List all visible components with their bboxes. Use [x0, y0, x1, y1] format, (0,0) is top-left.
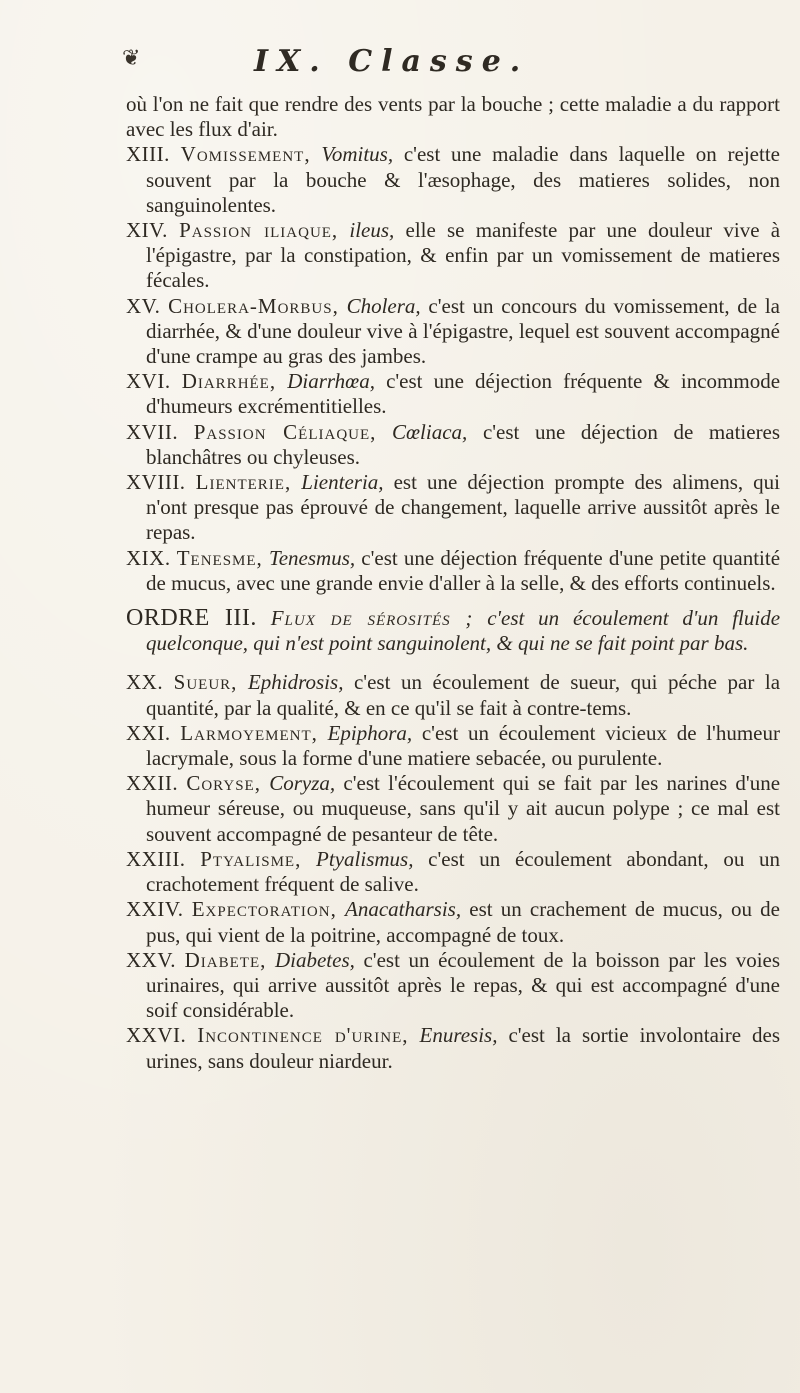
entry-term: Passion iliaque,	[179, 218, 339, 243]
entry-term: Expectoration,	[191, 897, 337, 922]
entry-number: XIII.	[126, 142, 170, 167]
entry-number: XVII.	[126, 419, 179, 444]
entry-number: XIX.	[126, 545, 171, 570]
entry	[126, 847, 780, 897]
entry	[126, 721, 780, 771]
entry	[126, 294, 780, 370]
entry-definition: c'est un écoulement de sueur, qui péche par la quantité, par la qualité, & en ce qu'il se fait à contre-tems.	[146, 670, 781, 720]
entry-term: Passion Céliaque,	[193, 419, 377, 444]
entry-definition: c'est une déjection de matieres blanchâtres ou chyleuses.	[146, 419, 781, 469]
order-description: c'est un écoulement d'un fluide quelconque, qui n'est point sanguinolent, & qui ne se fait point par bas.	[146, 606, 781, 656]
entry	[126, 470, 780, 546]
entry	[126, 948, 780, 1024]
entry-definition: c'est une déjection fréquente d'une petite quantité de mucus, avec une grande envie d'aller à la selle, & des efforts continuels.	[146, 545, 781, 595]
entry-term: Diabete,	[184, 947, 267, 972]
page-title: IX. Classe.	[254, 44, 530, 79]
entry-number: XXVI.	[126, 1023, 187, 1048]
entry-term: Ptyalisme,	[200, 846, 302, 871]
entry-latin-name: Ephidrosis,	[247, 670, 344, 695]
order-label: ORDRE III.	[126, 605, 257, 632]
entry-latin-name: Ptyalismus,	[316, 846, 414, 871]
entry-latin-name: Vomitus,	[321, 142, 394, 167]
entry-definition: est une déjection prompte des alimens, qui n'ont presque pas éprouvé de changement, laquelle arrive aussitôt après le repas.	[146, 470, 781, 545]
entry-latin-name: Diarrhœa,	[287, 369, 375, 394]
entry-definition: c'est l'écoulement qui se fait par les narines d'une humeur séreuse, ou muqueuse, sans qu'il y ait aucun polype ; ce mal est souvent accompagné de pesanteur de tête.	[146, 771, 781, 846]
entry-definition: c'est un écoulement abondant, ou un crachotement fréquent de salive.	[146, 846, 781, 897]
entry-number: XXIII.	[126, 846, 186, 871]
entry-definition: c'est une maladie dans laquelle on rejette souvent par la bouche & l'æsophage, des matieres solides, non sanguinolentes.	[146, 142, 780, 217]
entry-definition: est un crachement de mucus, ou de pus, qui vient de la poitrine, accompagné de toux.	[146, 897, 780, 947]
entry-number: XXII.	[126, 771, 179, 796]
entry	[126, 142, 780, 218]
entry	[126, 369, 780, 419]
entry	[126, 1023, 780, 1073]
entry-term: Sueur,	[173, 670, 238, 695]
entry-number: XV.	[126, 293, 161, 318]
entries-list-b	[126, 670, 780, 1073]
entry-number: XVIII.	[126, 470, 186, 495]
entry-definition: c'est un concours du vomissement, de la diarrhée, & d'une douleur vive à l'épigastre, lequel est souvent accompagné d'une crampe au gras des jambes.	[146, 293, 780, 369]
entry-number: XVI.	[126, 369, 171, 394]
entry-term: Coryse,	[186, 771, 261, 796]
fleuron-icon: ❦	[122, 46, 141, 71]
entry-latin-name: Diabetes,	[274, 947, 355, 972]
entry-term: Vomissement,	[180, 142, 311, 167]
entry-number: XXI.	[126, 720, 171, 745]
order-heading	[126, 606, 780, 656]
entry-latin-name: ileus,	[349, 218, 395, 243]
entry-definition: c'est un écoulement de la boisson par les voies urinaires, qui arrive aussitôt après le repas, & qui est accompagné d'une soif considérable.	[146, 947, 781, 1023]
entry-definition: c'est la sortie involontaire des urines, sans douleur niardeur.	[146, 1023, 781, 1073]
entry-latin-name: Coryza,	[269, 771, 336, 796]
entry	[126, 546, 780, 596]
entry	[126, 897, 780, 947]
entry-term: Larmoyement,	[180, 720, 318, 745]
entry-number: XX.	[126, 670, 164, 695]
entry-definition: c'est un écoulement vicieux de l'humeur lacrymale, sous la forme d'une matiere sebacée, ou purulente.	[146, 720, 780, 771]
entries-list-a	[126, 142, 780, 596]
entry	[126, 771, 780, 847]
entry	[126, 420, 780, 470]
entry-term: Cholera-Morbus,	[168, 293, 339, 318]
entry-term: Tenesme,	[176, 545, 263, 570]
entry-number: XXIV.	[126, 897, 184, 922]
entry-term: Lienterie,	[195, 470, 292, 495]
entry-term: Diarrhée,	[181, 369, 277, 394]
entry	[126, 670, 780, 720]
entry-latin-name: Epiphora,	[327, 720, 413, 745]
entry-latin-name: Tenesmus,	[268, 545, 356, 570]
entry-definition: c'est une déjection fréquente & incommode d'humeurs excrémentitielles.	[146, 369, 781, 419]
entry-number: XXV.	[126, 947, 177, 972]
entry-latin-name: Enuresis,	[419, 1023, 498, 1048]
page-header	[0, 44, 800, 84]
entry-latin-name: Cholera,	[346, 293, 421, 318]
entry	[126, 218, 780, 294]
entry-term: Incontinence d'urine,	[197, 1023, 409, 1048]
entry-number: XIV.	[126, 218, 168, 243]
entry-latin-name: Anacatharsis,	[345, 897, 462, 922]
continuation-text: où l'on ne fait que rendre des vents par la bouche ; cette maladie a du rapport avec les flux d'air.	[126, 92, 780, 142]
entry-definition: elle se manifeste par une douleur vive à l'épigastre, par la constipation, & enfin par un vomissement de matieres fécales.	[146, 218, 781, 293]
page-body	[126, 92, 780, 1074]
order-title: Flux de sérosités ;	[270, 606, 474, 631]
entry-latin-name: Cœliaca,	[392, 419, 468, 444]
entry-latin-name: Lienteria,	[301, 470, 384, 495]
